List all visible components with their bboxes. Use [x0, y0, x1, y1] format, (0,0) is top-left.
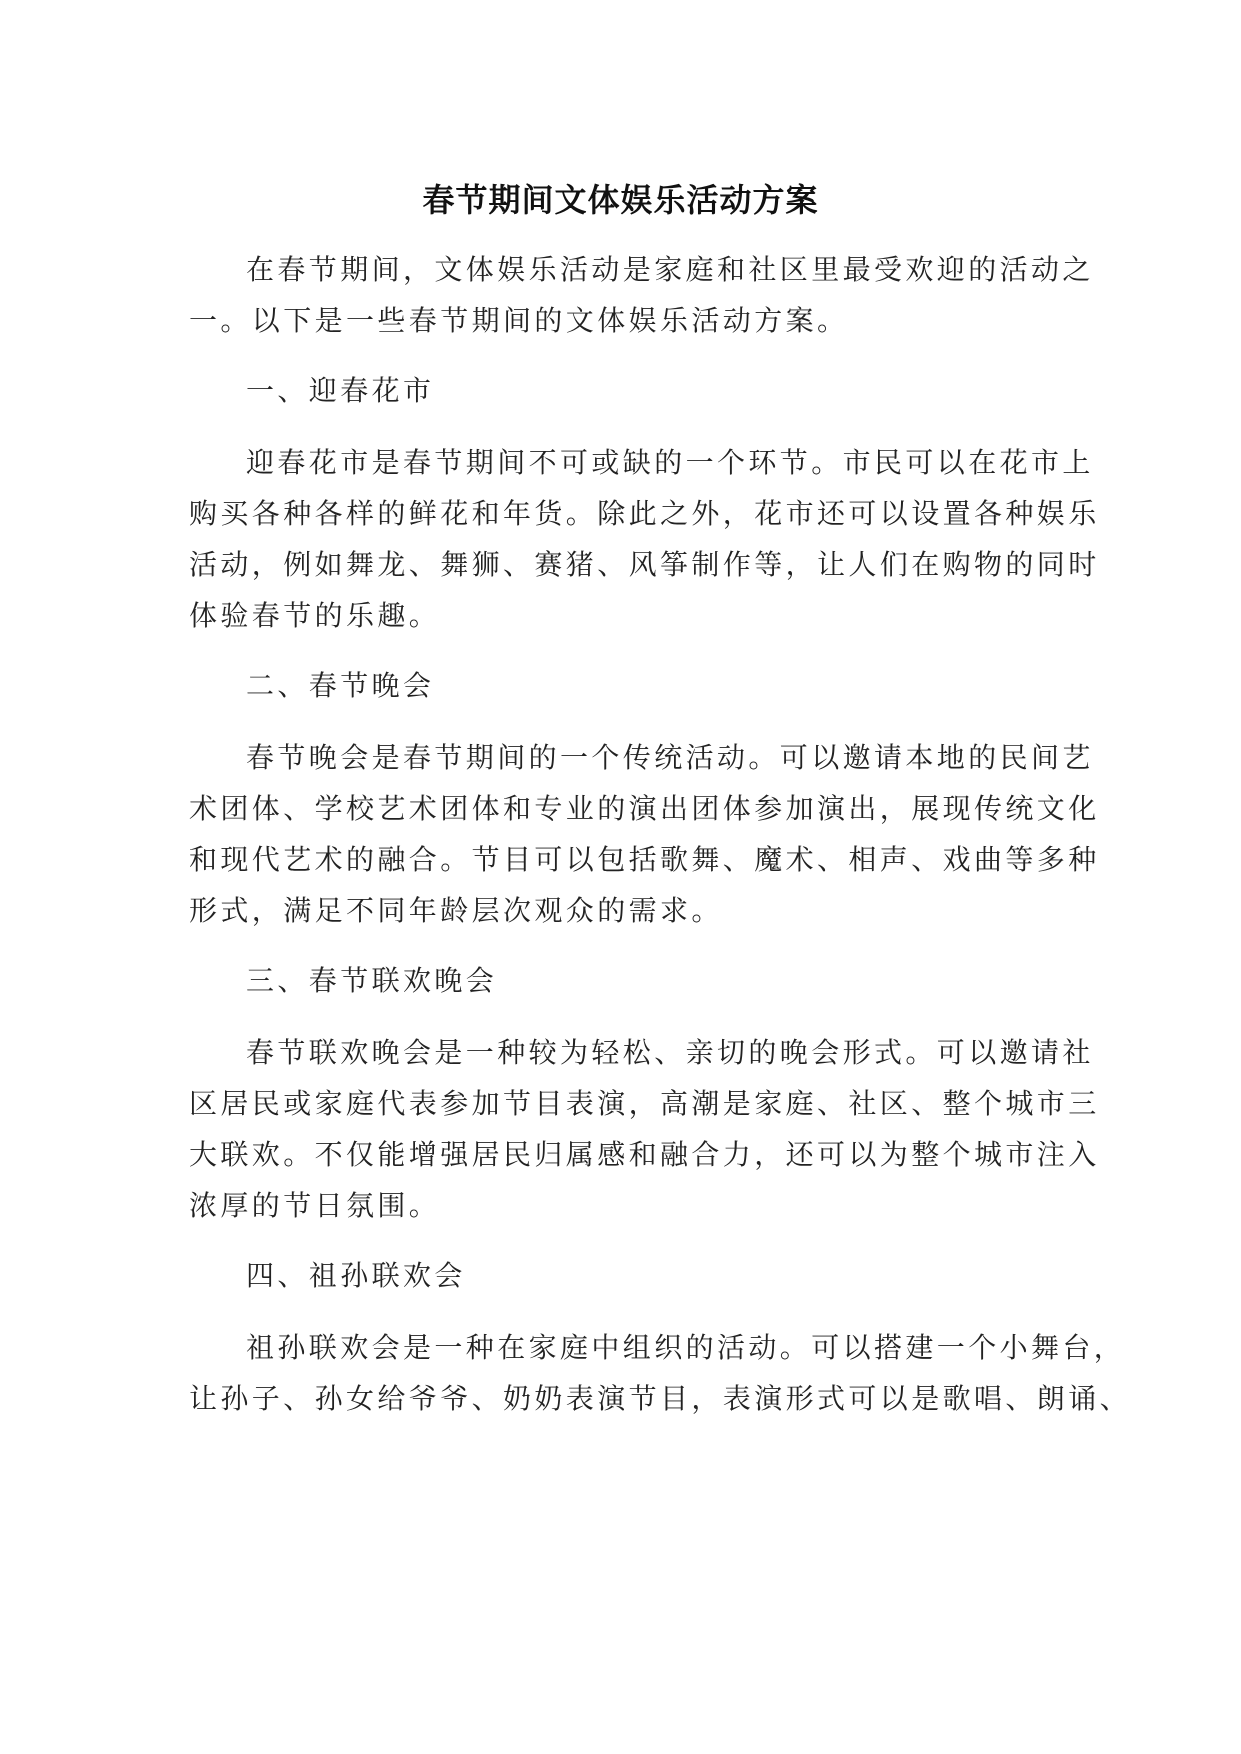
section-2-line-4: 形式，满足不同年龄层次观众的需求。 — [189, 894, 723, 927]
section-1-line-3: 活动，例如舞龙、舞狮、赛猪、风筝制作等，让人们在购物的同时 — [189, 548, 1100, 581]
section-3-line-2: 区居民或家庭代表参加节目表演，高潮是家庭、社区、整个城市三 — [189, 1087, 1100, 1120]
section-3-heading: 三、春节联欢晚会 — [246, 964, 498, 997]
section-4-heading: 四、祖孙联欢会 — [246, 1259, 466, 1292]
section-4-line-2: 让孙子、孙女给爷爷、奶奶表演节目，表演形式可以是歌唱、朗诵、 — [189, 1382, 1132, 1415]
section-1-line-4: 体验春节的乐趣。 — [189, 599, 441, 632]
section-2-line-3: 和现代艺术的融合。节目可以包括歌舞、魔术、相声、戏曲等多种 — [189, 843, 1100, 876]
section-2-line-2: 术团体、学校艺术团体和专业的演出团体参加演出，展现传统文化 — [189, 792, 1100, 825]
intro-line-1: 在春节期间，文体娱乐活动是家庭和社区里最受欢迎的活动之 — [246, 253, 1094, 286]
section-1-heading: 一、迎春花市 — [246, 374, 435, 407]
section-3-line-1: 春节联欢晚会是一种较为轻松、亲切的晚会形式。可以邀请社 — [246, 1036, 1094, 1069]
section-2-line-1: 春节晚会是春节期间的一个传统活动。可以邀请本地的民间艺 — [246, 741, 1094, 774]
section-3-line-4: 浓厚的节日氛围。 — [189, 1189, 441, 1222]
section-2-heading: 二、春节晚会 — [246, 669, 435, 702]
section-1-line-2: 购买各种各样的鲜花和年货。除此之外，花市还可以设置各种娱乐 — [189, 497, 1100, 530]
intro-line-2: 一。以下是一些春节期间的文体娱乐活动方案。 — [189, 304, 849, 337]
section-3-line-3: 大联欢。不仅能增强居民归属感和融合力，还可以为整个城市注入 — [189, 1138, 1100, 1171]
section-1-line-1: 迎春花市是春节期间不可或缺的一个环节。市民可以在花市上 — [246, 446, 1094, 479]
document-title: 春节期间文体娱乐活动方案 — [422, 181, 819, 219]
section-4-line-1: 祖孙联欢会是一种在家庭中组织的活动。可以搭建一个小舞台， — [246, 1331, 1126, 1364]
